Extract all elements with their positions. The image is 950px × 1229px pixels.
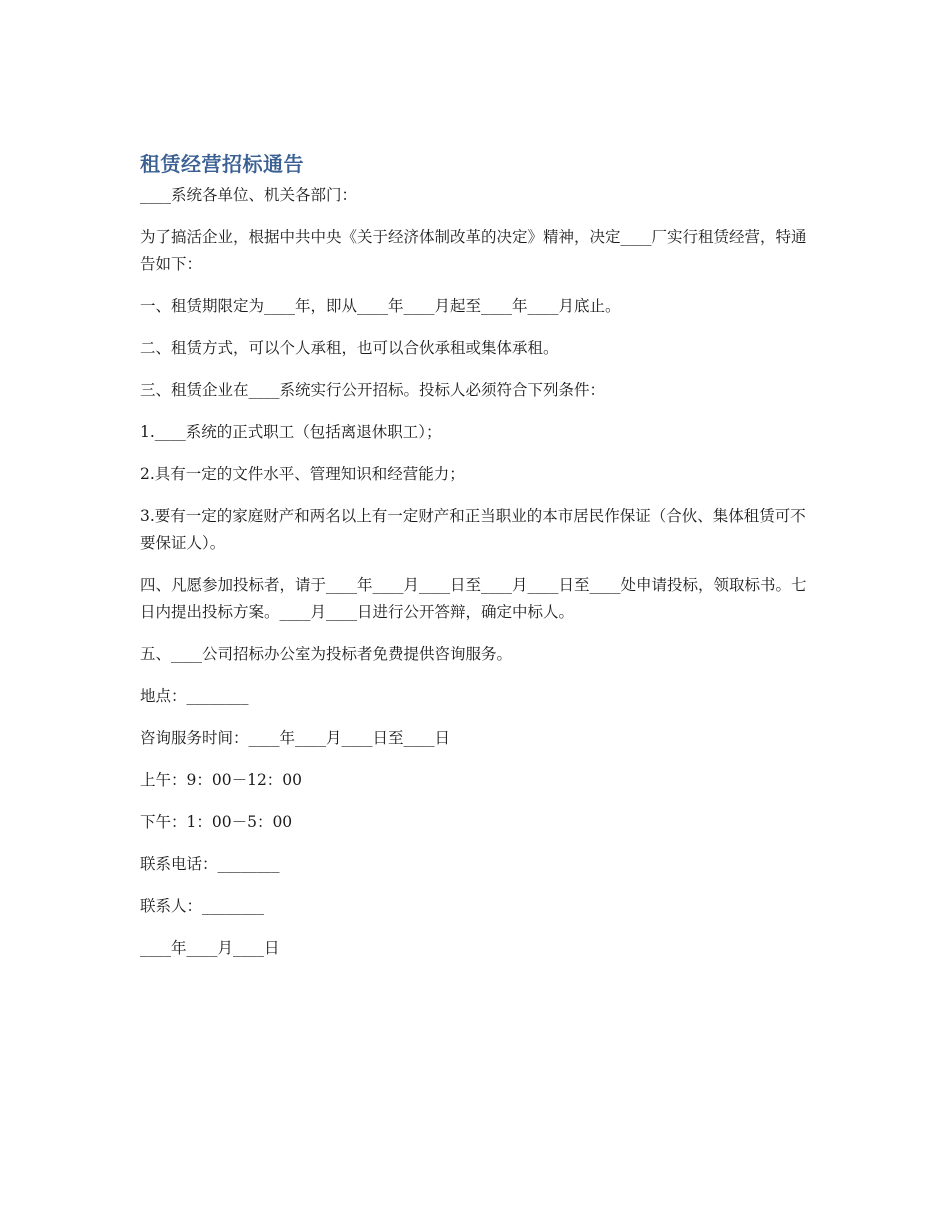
paragraph-intro: 为了搞活企业，根据中共中央《关于经济体制改革的决定》精神，决定____厂实行租赁经营，特通告如下： [140,228,807,273]
consulting-time-line: 咨询服务时间：____年____月____日至____日 [140,729,451,747]
condition-item-2: 2.具有一定的文件水平、管理知识和经营能力； [140,465,465,483]
paragraph-term: 一、租赁期限定为____年，即从____年____月起至____年____月底止。 [140,297,621,315]
document-title: 租赁经营招标通告 [140,152,304,176]
paragraph-method: 二、租赁方式，可以个人承租，也可以合伙承租或集体承租。 [140,339,559,357]
afternoon-hours-line: 下午：1：00－5：00 [140,813,293,831]
morning-hours-line: 上午：9：00－12：00 [140,771,303,789]
phone-line: 联系电话：________ [140,855,280,873]
paragraph-addressee: ____系统各单位、机关各部门： [140,186,358,204]
date-line: ____年____月____日 [140,939,280,957]
document-body [140,150,820,977]
paragraph-application: 四、凡愿参加投标者，请于____年____月____日至____月____日至____处申请投标，领取标书。七日内提出投标方案。____月____日进行公开答辩，确定中标人。 [140,576,807,621]
paragraph-bidding: 三、租赁企业在____系统实行公开招标。投标人必须符合下列条件： [140,381,606,399]
condition-item-1: 1.____系统的正式职工（包括离退休职工）； [140,423,442,441]
location-line: 地点：________ [140,687,249,705]
condition-item-3: 3.要有一定的家庭财产和两名以上有一定财产和正当职业的本市居民作保证（合伙、集体租赁可不要保证人）。 [140,507,806,552]
contact-person-line: 联系人：________ [140,897,265,915]
paragraph-consulting: 五、____公司招标办公室为投标者免费提供咨询服务。 [140,645,513,663]
